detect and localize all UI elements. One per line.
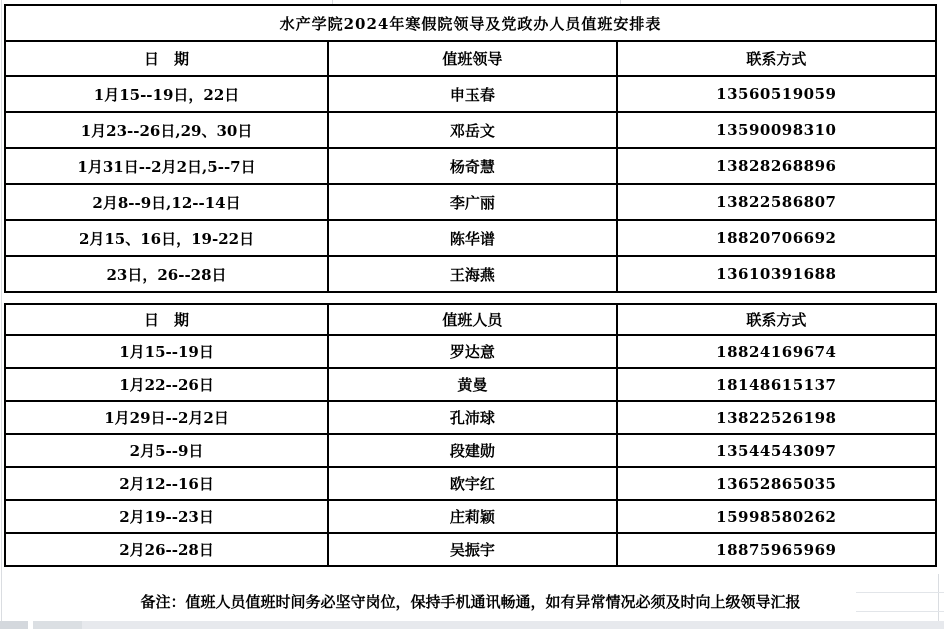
phone-cell: 13822526198 [617, 401, 936, 434]
column-header: 值班人员 [328, 304, 617, 335]
phone-cell: 13610391688 [617, 256, 936, 292]
table-row [5, 76, 936, 112]
name-cell: 庄莉颖 [328, 500, 617, 533]
table-row [5, 368, 936, 401]
date-cell: 2月12--16日 [5, 467, 328, 500]
date-cell: 1月23--26日,29、30日 [5, 112, 328, 148]
table-row [5, 184, 936, 220]
table-row [5, 220, 936, 256]
date-cell: 2月26--28日 [5, 533, 328, 566]
name-cell: 欧宇红 [328, 467, 617, 500]
phone-cell: 13828268896 [617, 148, 936, 184]
leaders-duty-table [4, 4, 937, 293]
duty-schedule-document [4, 4, 937, 612]
remark-note: 备注：值班人员值班时间务必坚守岗位，保持手机通讯畅通，如有异常情况必须及时向上级领导汇报 [140, 593, 801, 611]
name-cell: 黄曼 [328, 368, 617, 401]
column-header: 值班领导 [328, 41, 617, 76]
date-cell: 2月8--9日,12--14日 [5, 184, 328, 220]
phone-cell: 13544543097 [617, 434, 936, 467]
name-cell: 段建勋 [328, 434, 617, 467]
date-cell: 1月31日--2月2日,5--7日 [5, 148, 328, 184]
spreadsheet-gridline-right [938, 574, 939, 621]
date-cell: 23日，26--28日 [5, 256, 328, 292]
header-row [5, 41, 936, 76]
document-title: 水产学院2024年寒假院领导及党政办人员值班安排表 [5, 5, 936, 41]
date-cell: 1月15--19日 [5, 335, 328, 368]
date-cell: 1月15--19日，22日 [5, 76, 328, 112]
column-header: 联系方式 [617, 41, 936, 76]
column-header: 联系方式 [617, 304, 936, 335]
name-cell: 杨奇慧 [328, 148, 617, 184]
date-cell: 1月22--26日 [5, 368, 328, 401]
table-row [5, 335, 936, 368]
name-cell: 王海燕 [328, 256, 617, 292]
table-row [5, 434, 936, 467]
phone-cell: 13560519059 [617, 76, 936, 112]
name-cell: 孔沛球 [328, 401, 617, 434]
table-row [5, 500, 936, 533]
staff-duty-table [4, 303, 937, 567]
date-cell: 1月29日--2月2日 [5, 401, 328, 434]
date-cell: 2月15、16日，19-22日 [5, 220, 328, 256]
phone-cell: 18820706692 [617, 220, 936, 256]
spreadsheet-gridline-left [1, 0, 2, 621]
title-row [5, 5, 936, 41]
phone-cell: 18875965969 [617, 533, 936, 566]
phone-cell: 18824169674 [617, 335, 936, 368]
column-header: 日 期 [5, 41, 328, 76]
table-row [5, 401, 936, 434]
name-cell: 李广丽 [328, 184, 617, 220]
phone-cell: 18148615137 [617, 368, 936, 401]
name-cell: 邓岳文 [328, 112, 617, 148]
phone-cell: 13822586807 [617, 184, 936, 220]
spreadsheet-next-row-strip [0, 621, 944, 629]
name-cell: 陈华谱 [328, 220, 617, 256]
table-gap [4, 293, 937, 303]
table-row [5, 112, 936, 148]
date-cell: 2月19--23日 [5, 500, 328, 533]
table-row [5, 533, 936, 566]
phone-cell: 13590098310 [617, 112, 936, 148]
column-header: 日 期 [5, 304, 328, 335]
date-cell: 2月5--9日 [5, 434, 328, 467]
table-row [5, 467, 936, 500]
phone-cell: 13652865035 [617, 467, 936, 500]
name-cell: 申玉春 [328, 76, 617, 112]
header-row [5, 304, 936, 335]
phone-cell: 15998580262 [617, 500, 936, 533]
table-row [5, 256, 936, 292]
name-cell: 吴振宇 [328, 533, 617, 566]
table-row [5, 148, 936, 184]
name-cell: 罗达意 [328, 335, 617, 368]
